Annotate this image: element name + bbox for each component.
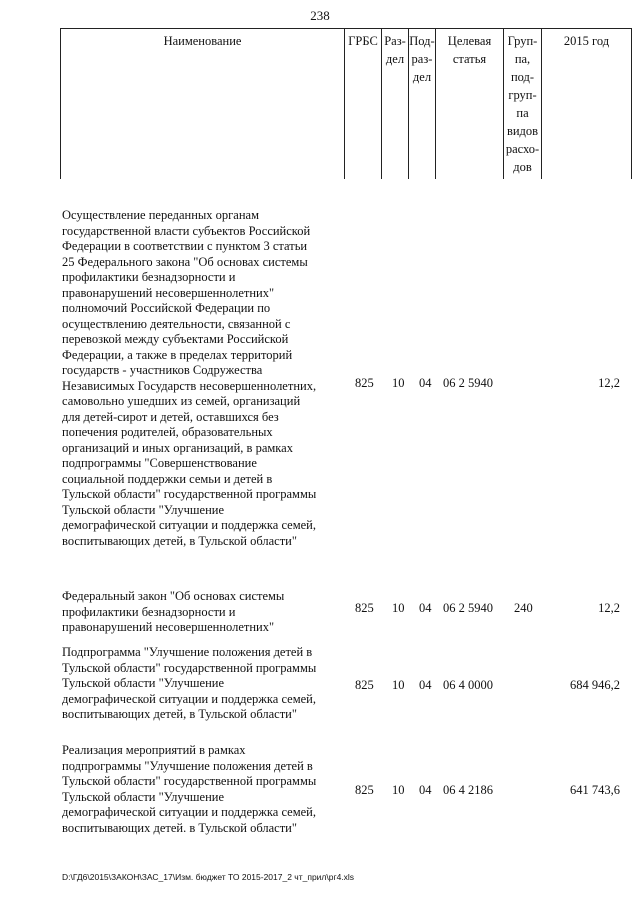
row-name-line: правонарушений несовершеннолетних" xyxy=(62,285,275,300)
row-podrazdel: 04 xyxy=(419,678,432,692)
row-name-line: Тульской области "Улучшение xyxy=(62,502,225,517)
header-celevaya xyxy=(435,29,503,179)
row-name xyxy=(62,743,344,836)
row-name-line: социальной поддержки семьи и детей в xyxy=(62,471,273,486)
row-name-line: Федерации, а также в пределах территорий xyxy=(62,347,293,362)
row-name-line: профилактики безнадзорности и xyxy=(62,270,236,284)
header-name-label: Наименование xyxy=(163,34,242,48)
row-grbs: 825 xyxy=(355,376,374,390)
row-name-line: Независимых Государств несовершеннолетних, xyxy=(62,378,317,393)
header-podrazdel xyxy=(408,29,435,179)
row-celevaya: 06 2 5940 xyxy=(443,376,493,390)
row-gruppa: 240 xyxy=(514,601,533,615)
header-celevaya-line: статья xyxy=(452,52,487,66)
row-name-line: для детей-сирот и детей, оставшихся без xyxy=(62,409,279,424)
row-amount: 12,2 xyxy=(598,376,620,390)
row-name-line: Тульской области "Улучшение xyxy=(62,676,225,690)
header-gruppa-line: па, xyxy=(514,52,531,66)
row-razdel: 10 xyxy=(392,678,405,692)
row-name-line: подпрограммы "Улучшение положения детей в xyxy=(62,758,313,773)
header-gruppa-line: расхо- xyxy=(505,142,540,156)
row-name-line: государственной власти субъектов Российской xyxy=(62,223,311,238)
row-grbs: 825 xyxy=(355,678,374,692)
row-name-line: демографической ситуации и поддержка семей, xyxy=(62,691,316,706)
header-razdel-line: Раз- xyxy=(384,34,406,48)
header-year xyxy=(541,29,631,179)
header-grbs-label: ГРБС xyxy=(348,34,378,48)
row-name-line: государств - участников Содружества xyxy=(62,363,263,377)
row-grbs: 825 xyxy=(355,601,374,615)
header-podrazdel-line: раз- xyxy=(411,52,433,66)
row-name-line: воспитывающих детей, в Тульской области" xyxy=(62,707,297,721)
row-celevaya: 06 4 2186 xyxy=(443,783,493,797)
header-gruppa-line: дов xyxy=(513,160,532,174)
header-grbs xyxy=(344,29,381,179)
row-name-line: Подпрограмма "Улучшение положения детей в xyxy=(62,645,313,659)
row-name-line: демографической ситуации и поддержка семей, xyxy=(62,518,316,532)
row-podrazdel: 04 xyxy=(419,376,432,390)
row-name-line: Федеральный закон "Об основах системы xyxy=(62,589,285,603)
row-name-line: перевозкой между субъектами Российской xyxy=(62,332,289,346)
row-name-line: Тульской области" государственной программы xyxy=(62,487,317,501)
row-celevaya: 06 4 0000 xyxy=(443,678,493,692)
header-name xyxy=(61,29,344,179)
header-gruppa-line: па xyxy=(516,106,529,120)
row-name-line: осуществлению деятельности, связанной с xyxy=(62,316,291,331)
header-year-label: 2015 год xyxy=(563,34,610,48)
row-grbs: 825 xyxy=(355,783,374,797)
row-celevaya: 06 2 5940 xyxy=(443,601,493,615)
header-gruppa-line: груп- xyxy=(508,88,537,102)
row-amount: 12,2 xyxy=(598,601,620,615)
row-name xyxy=(62,645,344,723)
header-gruppa-line: под- xyxy=(510,70,535,84)
row-name-line: демографической ситуации и поддержка семей, xyxy=(62,805,316,819)
row-name-line: организаций и иных организаций, в рамках xyxy=(62,440,293,455)
row-name-line: 25 Федерального закона "Об основах системы xyxy=(62,254,308,269)
row-name-line: Федерации в соответствии с пунктом 3 статьи xyxy=(62,239,308,253)
row-name-line: полномочий Российской Федерации по xyxy=(62,301,271,315)
row-podrazdel: 04 xyxy=(419,783,432,797)
row-name-line: Осуществление переданных органам xyxy=(62,208,259,222)
header-gruppa-line: видов xyxy=(506,124,539,138)
row-name-line: профилактики безнадзорности и xyxy=(62,604,236,619)
header-razdel-line: дел xyxy=(385,52,405,66)
row-name-line: правонарушений несовершеннолетних" xyxy=(62,620,275,634)
row-name xyxy=(62,589,344,636)
row-amount: 641 743,6 xyxy=(570,783,620,797)
header-gruppa xyxy=(503,29,541,179)
row-amount: 684 946,2 xyxy=(570,678,620,692)
header-podrazdel-line: Под- xyxy=(409,34,435,48)
header-celevaya-line: Целевая xyxy=(447,34,492,48)
header-gruppa-line: Груп- xyxy=(507,34,538,48)
row-razdel: 10 xyxy=(392,783,405,797)
row-podrazdel: 04 xyxy=(419,601,432,615)
row-name-line: самовольно ушедших из семей, организаций xyxy=(62,394,301,408)
row-name xyxy=(62,208,344,549)
page-number: 238 xyxy=(310,8,330,23)
row-razdel: 10 xyxy=(392,376,405,390)
row-name-line: воспитывающих детей. в Тульской области" xyxy=(62,820,297,835)
row-name-line: Реализация мероприятий в рамках xyxy=(62,743,246,757)
row-name-line: подпрограммы "Совершенствование xyxy=(62,456,257,470)
file-path-footer: D:\ГД6\2015\ЗАКОН\ЗАС_17\Изм. бюджет ТО 2015-2017_2 чт_прил\рг4.xls xyxy=(62,872,355,882)
row-name-line: Тульской области "Улучшение xyxy=(62,789,225,804)
row-name-line: воспитывающих детей, в Тульской области" xyxy=(62,533,297,548)
header-razdel xyxy=(381,29,408,179)
row-name-line: Тульской области" государственной программы xyxy=(62,660,317,675)
table-header xyxy=(60,28,632,179)
header-podrazdel-line: дел xyxy=(412,70,432,84)
row-name-line: Тульской области" государственной программы xyxy=(62,774,317,788)
row-razdel: 10 xyxy=(392,601,405,615)
row-name-line: попечения родителей, образовательных xyxy=(62,425,273,439)
